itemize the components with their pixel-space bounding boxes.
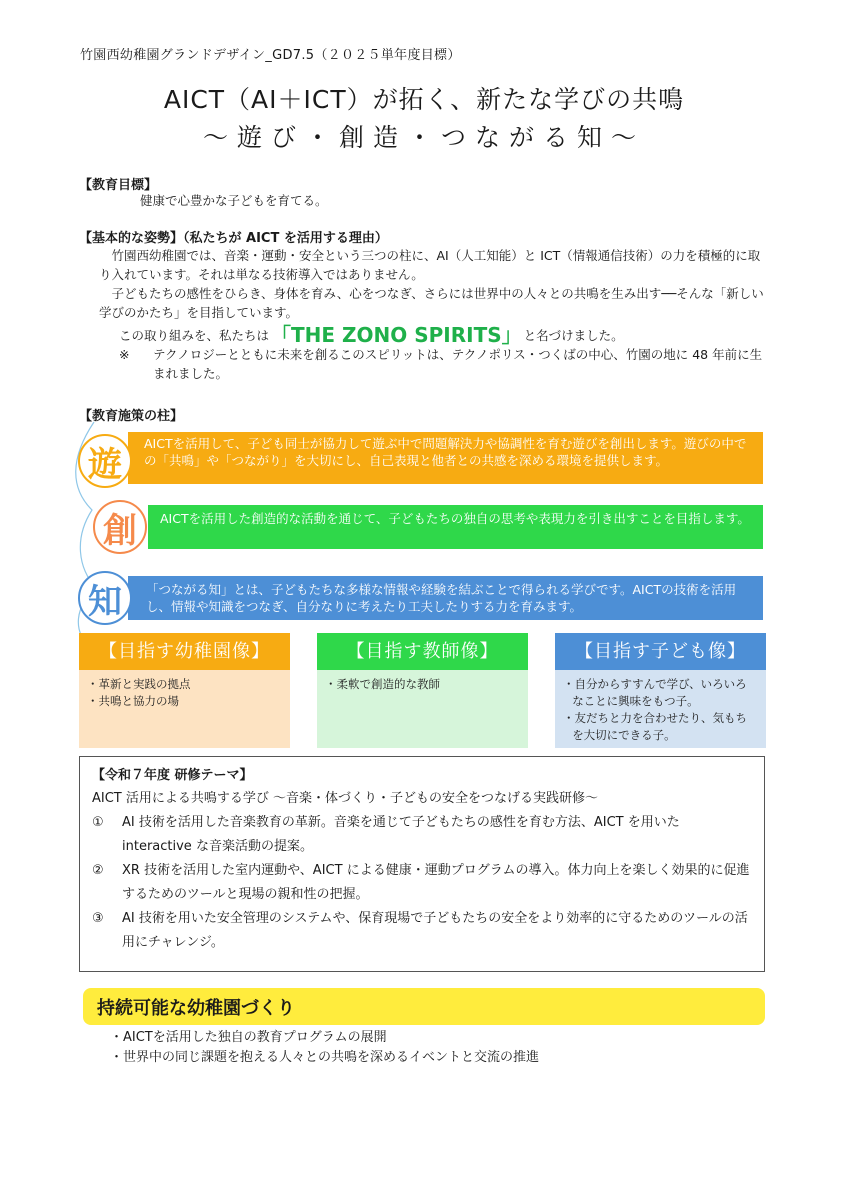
list-item: ・AICTを活用した独自の教育プログラムの展開 xyxy=(110,1030,387,1045)
pillars-heading: 【教育施策の柱】 xyxy=(79,409,184,424)
pillar-knowledge-icon: 知 xyxy=(78,571,132,625)
zono-spirits-label: 「THE ZONO SPIRITS」 xyxy=(271,323,522,347)
training-item: ③ AI 技術を用いた安全管理のシステムや、保育現場で子どもたちの安全をより効率的に守るためのツールの活用にチャレンジ。 xyxy=(92,911,748,950)
ideal-kindergarten-title: 【目指す幼稚園像】 xyxy=(79,633,290,670)
pillar-create-icon: 創 xyxy=(93,500,147,554)
training-heading: 【令和７年度 研修テーマ】 xyxy=(92,768,253,783)
stance-paragraph-3 xyxy=(99,323,764,347)
list-item: ・柔軟で創造的な教師 xyxy=(325,677,440,691)
sustainable-title: 持続可能な幼稚園づくり xyxy=(97,998,295,1019)
document-id: 竹園西幼稚園グランドデザイン_GD7.5（２０２５単年度目標） xyxy=(80,48,461,63)
pillar-band-create: AICTを活用した創造的な活動を通じて、子どもたちの独自の思考や表現力を引き出すことを目指します。 xyxy=(148,505,763,549)
training-theme: AICT 活用による共鳴する学び ～音楽・体づくり・子どもの安全をつなげる実践研修～ xyxy=(92,791,599,806)
pillar-band-knowledge: 「つながる知」とは、子どもたちな多様な情報や経験を結ぶことで得られる学びです。AICTの技術を活用し、情報や知識をつなぎ、自分なりに考えたり工夫したりする力を育みます。 xyxy=(128,576,763,620)
list-item: ・世界中の同じ課題を抱える人々との共鳴を深めるイベントと交流の推進 xyxy=(110,1050,540,1065)
training-item: ② XR 技術を活用した室内運動や、AICT による健康・運動プログラムの導入。体力向上を楽しく効果的に促進するためのツールと現場の親和性の把握。 xyxy=(92,863,750,902)
stance-paragraph-1: 竹園西幼稚園では、音楽・運動・安全という三つの柱に、AI（人工知能）と ICT（情報通信技術）の力を積極的に取り入れています。それは単なる技術導入ではありません。 xyxy=(99,248,761,282)
pillar-band-play: AICTを活用して、子ども同士が協力して遊ぶ中で問題解決力や協調性を育む遊びを創出します。遊びの中での「共鳴」や「つながり」を大切にし、自己表現と他者との共感を深める環境を提供します。 xyxy=(128,432,763,484)
ideal-child-body xyxy=(555,670,766,748)
list-item: ・革新と実践の拠点 xyxy=(87,677,191,691)
training-box xyxy=(79,756,765,972)
pillar-play-icon: 遊 xyxy=(78,434,132,488)
list-item: ・共鳴と協力の場 xyxy=(87,694,179,708)
stance-heading: 【基本的な姿勢】（私たちが AICT を活用する理由） xyxy=(79,231,388,246)
list-item: ・友だちと力を合わせたり、気もちを大切にできる子。 xyxy=(563,711,747,742)
note-text: テクノロジーとともに未来を創るこのスピリットは、テクノポリス・つくばの中心、竹園の地に 48 年前に生まれました。 xyxy=(153,347,763,381)
ideal-child-title: 【目指す子ども像】 xyxy=(555,633,766,670)
sustainable-list xyxy=(110,1028,539,1068)
training-item: ① AI 技術を活用した音楽教育の革新。音楽を通じて子どもたちの感性を育む方法、AICT を用いた interactive な音楽活動の提案。 xyxy=(92,815,680,854)
goal-text: 健康で心豊かな子どもを育てる。 xyxy=(140,193,328,208)
ideal-child-box xyxy=(555,633,766,748)
stance-section xyxy=(99,246,764,383)
ideal-kindergarten-box xyxy=(79,633,290,748)
stance-note xyxy=(99,345,764,383)
ideal-teacher-box xyxy=(317,633,528,748)
ideal-teacher-title: 【目指す教師像】 xyxy=(317,633,528,670)
stance-para3-prefix: この取り組みを、私たちは xyxy=(119,328,270,343)
goal-heading: 【教育目標】 xyxy=(79,178,158,193)
ideal-kindergarten-body xyxy=(79,670,290,748)
list-item: ・自分からすすんで学び、いろいろなことに興味をもつ子。 xyxy=(563,677,747,708)
page-subtitle: ～遊び・創造・つながる知～ xyxy=(202,123,645,152)
stance-para3-suffix: と名づけました。 xyxy=(523,328,624,343)
note-mark: ※ xyxy=(119,347,130,362)
stance-paragraph-2: 子どもたちの感性をひらき、身体を育み、心をつなぎ、さらには世界中の人々との共鳴を生み出す──そんな「新しい学びのかたち」を目指しています。 xyxy=(99,286,764,320)
ideal-teacher-body xyxy=(317,670,528,748)
page-title: AICT（AI＋ICT）が拓く、新たな学びの共鳴 xyxy=(163,85,685,114)
